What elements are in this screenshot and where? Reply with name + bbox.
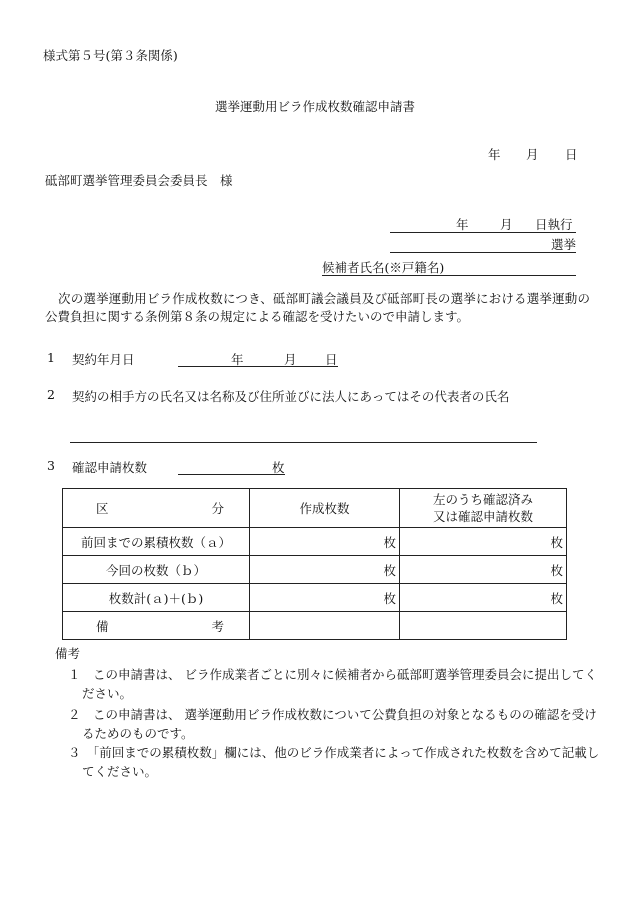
notes-title: 備考 [55,646,81,661]
note-item: ２ この申請書は、 選挙運動用ビラ作成枚数について公費負担の対象となるものの確認を受けるためのものです。 [68,707,597,741]
remarks-label-a: 備 [96,618,109,634]
date-day: 日 [565,147,578,162]
row-created-cell[interactable]: 枚 [250,584,400,612]
intro-paragraph: 次の選挙運動用ビラ作成枚数につき、砥部町議会議員及び砥部町長の選挙における選挙運動の公費負担に関する条例第８条の規定による確認を受けたいので申請します。 [45,291,590,324]
election-label: 選挙 [551,237,577,252]
remarks-cell[interactable] [400,612,567,640]
item1-label: 契約年月日 [72,352,135,367]
row-confirmed-cell[interactable]: 枚 [400,528,567,556]
table-header-row [63,489,567,528]
request-count-field[interactable] [178,458,285,475]
page-title: 選挙運動用ビラ作成枚数確認申請書 [214,99,415,114]
row-confirmed-cell[interactable]: 枚 [400,556,567,584]
item3-number: 3 [47,458,55,473]
item1-number: 1 [47,350,55,365]
header-confirmed-line1: 左のうち確認済み [432,492,533,507]
item1-month: 月 [284,352,297,367]
election-year-label: 年 [456,217,469,232]
header-created-count: 作成枚数 [250,489,400,528]
row-label: 今回の枚数（ｂ） [63,556,250,584]
contract-party-field[interactable] [70,426,537,443]
table-row [63,584,567,612]
header-category-a: 区 [96,501,109,516]
date-year: 年 [488,147,501,162]
header-category [63,489,250,528]
remarks-row [63,612,567,640]
remarks-cell[interactable] [250,612,400,640]
note-item: １ この申請書は、 ビラ作成業者ごとに別々に候補者から砥部町選挙管理委員会に提出してください。 [68,667,597,701]
item1-day: 日 [325,352,338,367]
table-row [63,556,567,584]
item3-label: 確認申請枚数 [72,460,148,475]
item2-label: 契約の相手方の氏名又は名称及び住所並びに法人にあってはその代表者の氏名 [72,389,510,404]
note-item: ３ 「前回までの累積枚数」欄には、他のビラ作成業者によって作成された枚数を含めて記載してください。 [68,745,600,779]
row-label: 枚数計(ａ)＋(ｂ) [63,584,250,612]
header-category-b: 分 [211,501,224,516]
candidate-name-label: 候補者氏名(※戸籍名) [322,260,445,275]
election-name-field[interactable] [390,236,576,253]
remarks-label-b: 考 [211,618,224,634]
form-number: 様式第５号(第３条関係) [43,48,178,63]
date-month: 月 [526,147,539,162]
sheet-count-table [62,488,567,640]
row-label: 前回までの累積枚数（ａ） [63,528,250,556]
election-month-label: 月 [500,217,513,232]
header-confirmed-line2: 又は確認申請枚数 [432,509,533,524]
remarks-label [63,612,250,640]
item3-unit: 枚 [272,460,285,475]
election-day-label: 日執行 [535,217,573,232]
contract-date-field[interactable] [178,350,338,367]
addressee: 砥部町選挙管理委員会委員長 様 [45,173,233,188]
row-created-cell[interactable]: 枚 [250,528,400,556]
header-confirmed-count [400,489,567,528]
row-created-cell[interactable]: 枚 [250,556,400,584]
table-row [63,528,567,556]
item1-year: 年 [231,352,244,367]
row-confirmed-cell[interactable]: 枚 [400,584,567,612]
item2-number: 2 [47,387,55,402]
